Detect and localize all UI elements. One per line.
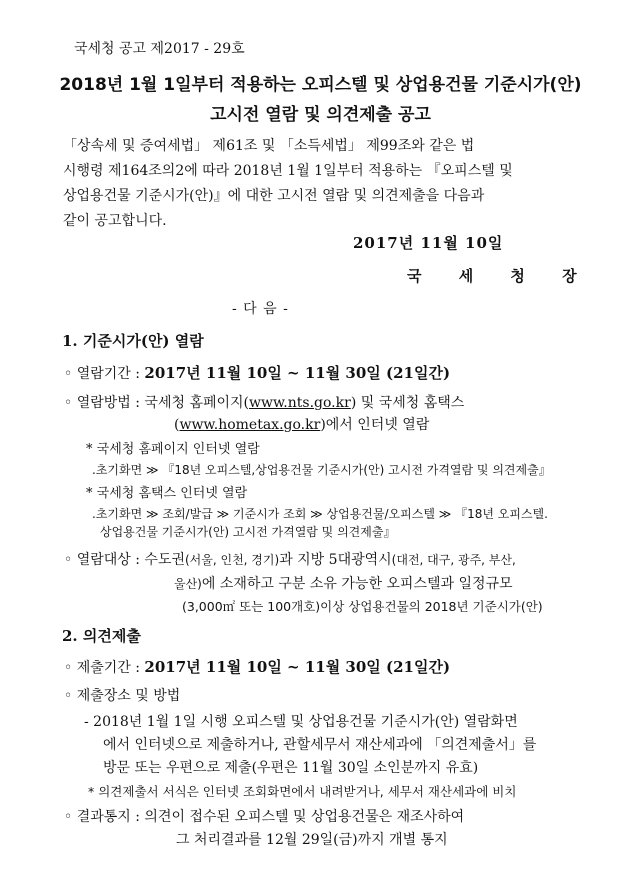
viewing-method xyxy=(64,392,464,412)
section1-heading: 1. 기준시가(안) 열람 xyxy=(62,332,204,350)
document-title-line1: 2018년 1월 1일부터 적용하는 오피스텔 및 상업용건물 기준시가(안) xyxy=(59,75,582,95)
viewing-method-mid: ) 및 국세청 홈택스 xyxy=(350,395,465,411)
hometax-note: * 국세청 홈택스 인터넷 열람 xyxy=(86,486,248,501)
viewing-period-value: 2017년 11월 10일 ~ 11월 30일 (21일간) xyxy=(144,364,451,382)
target-cities: (대전, 대구, 광주, 부산, xyxy=(391,553,516,567)
result-notice-line1: ◦ 결과통지 : 의견이 접수된 오피스텔 및 상업용건물은 재조사하여 xyxy=(64,809,465,825)
intro-line: 같이 공고합니다. xyxy=(63,213,167,229)
target-metro: (서울, 인천, 경기) xyxy=(185,553,280,567)
section2-heading: 2. 의견제출 xyxy=(62,627,141,645)
submission-period-label: ◦ 제출기간 : xyxy=(64,660,145,676)
viewing-period xyxy=(64,362,450,383)
submission-period-value: 2017년 11월 10일 ~ 11월 30일 (21일간) xyxy=(144,658,451,676)
nts-website-link[interactable]: www.nts.go.kr xyxy=(249,395,351,411)
viewing-method-end: )에서 인터넷 열람 xyxy=(320,417,430,433)
section-divider: - 다 음 - xyxy=(232,301,289,317)
target-mid: 과 지방 5대광역시 xyxy=(279,552,392,568)
form-note: * 의견제출서 서식은 인터넷 조회화면에서 내려받거나, 세무서 재산세과에 비치 xyxy=(88,784,517,799)
intro-paragraph xyxy=(63,134,583,234)
viewing-target-line3: (3,000㎡ 또는 100개호)이상 상업용건물의 2018년 기준시가(안) xyxy=(182,599,543,614)
submission-place: ◦ 제출장소 및 방법 xyxy=(64,688,181,704)
viewing-method-cont: (www.hometax.go.kr)에서 인터넷 열람 xyxy=(174,417,430,433)
announcement-date: 2017년 11월 10일 xyxy=(353,234,504,252)
document-number: 국세청 공고 제2017 - 29호 xyxy=(74,41,245,57)
viewing-target-line2 xyxy=(174,573,513,593)
target-ulsan: 울산) xyxy=(174,577,202,591)
result-notice-line2: 그 처리결과를 12월 29일(금)까지 개별 통지 xyxy=(176,832,448,848)
nts-note: * 국세청 홈페이지 인터넷 열람 xyxy=(86,442,260,457)
hometax-link[interactable]: www.hometax.go.kr xyxy=(179,417,321,433)
submission-method-line2: 에서 인터넷으로 제출하거나, 관할세무서 재산세과에 「의견제출서」를 xyxy=(103,737,537,753)
document-title-line2: 고시전 열람 및 의견제출 공고 xyxy=(210,105,431,125)
intro-line: 상업용건물 기준시가(안)』에 대한 고시전 열람 및 의견제출을 다음과 xyxy=(63,188,485,204)
submission-method-line1: - 2018년 1월 1일 시행 오피스텔 및 상업용건물 기준시가(안) 열람화면 xyxy=(84,714,518,730)
submission-method-line3: 방문 또는 우편으로 제출(우편은 11월 30일 소인분까지 유효) xyxy=(103,760,479,776)
hometax-path-line2: 상업용건물 기준시가(안) 고시전 가격열람 및 의견제출』 xyxy=(100,525,396,539)
viewing-period-label: ◦ 열람기간 : xyxy=(64,366,145,382)
intro-line: 시행령 제164조의2에 따라 2018년 1월 1일부터 적용하는 『오피스텔 및 xyxy=(63,163,513,179)
target-line2-text: 에 소재하고 구분 소유 가능한 오피스텔과 일정규모 xyxy=(201,576,513,592)
hometax-path-line1: .초기화면 ≫ 조회/발급 ≫ 기준시가 조회 ≫ 상업용건물/오피스텔 ≫ 『18년 오피스텔. xyxy=(92,507,548,521)
viewing-method-label: ◦ 열람방법 : 국세청 홈페이지( xyxy=(64,395,250,411)
issuer-name: 국 세 청 장 xyxy=(407,267,593,285)
intro-line: 「상속세 및 증여세법」 제61조 및 「소득세법」 제99조와 같은 법 xyxy=(63,138,475,154)
viewing-target-label: ◦ 열람대상 : 수도권 xyxy=(64,552,185,568)
nts-path: .초기화면 ≫ 『18년 오피스텔,상업용건물 기준시가(안) 고시전 가격열람 및 의견제출』 xyxy=(92,463,551,477)
submission-period xyxy=(64,656,450,677)
viewing-target-line1 xyxy=(64,549,516,569)
